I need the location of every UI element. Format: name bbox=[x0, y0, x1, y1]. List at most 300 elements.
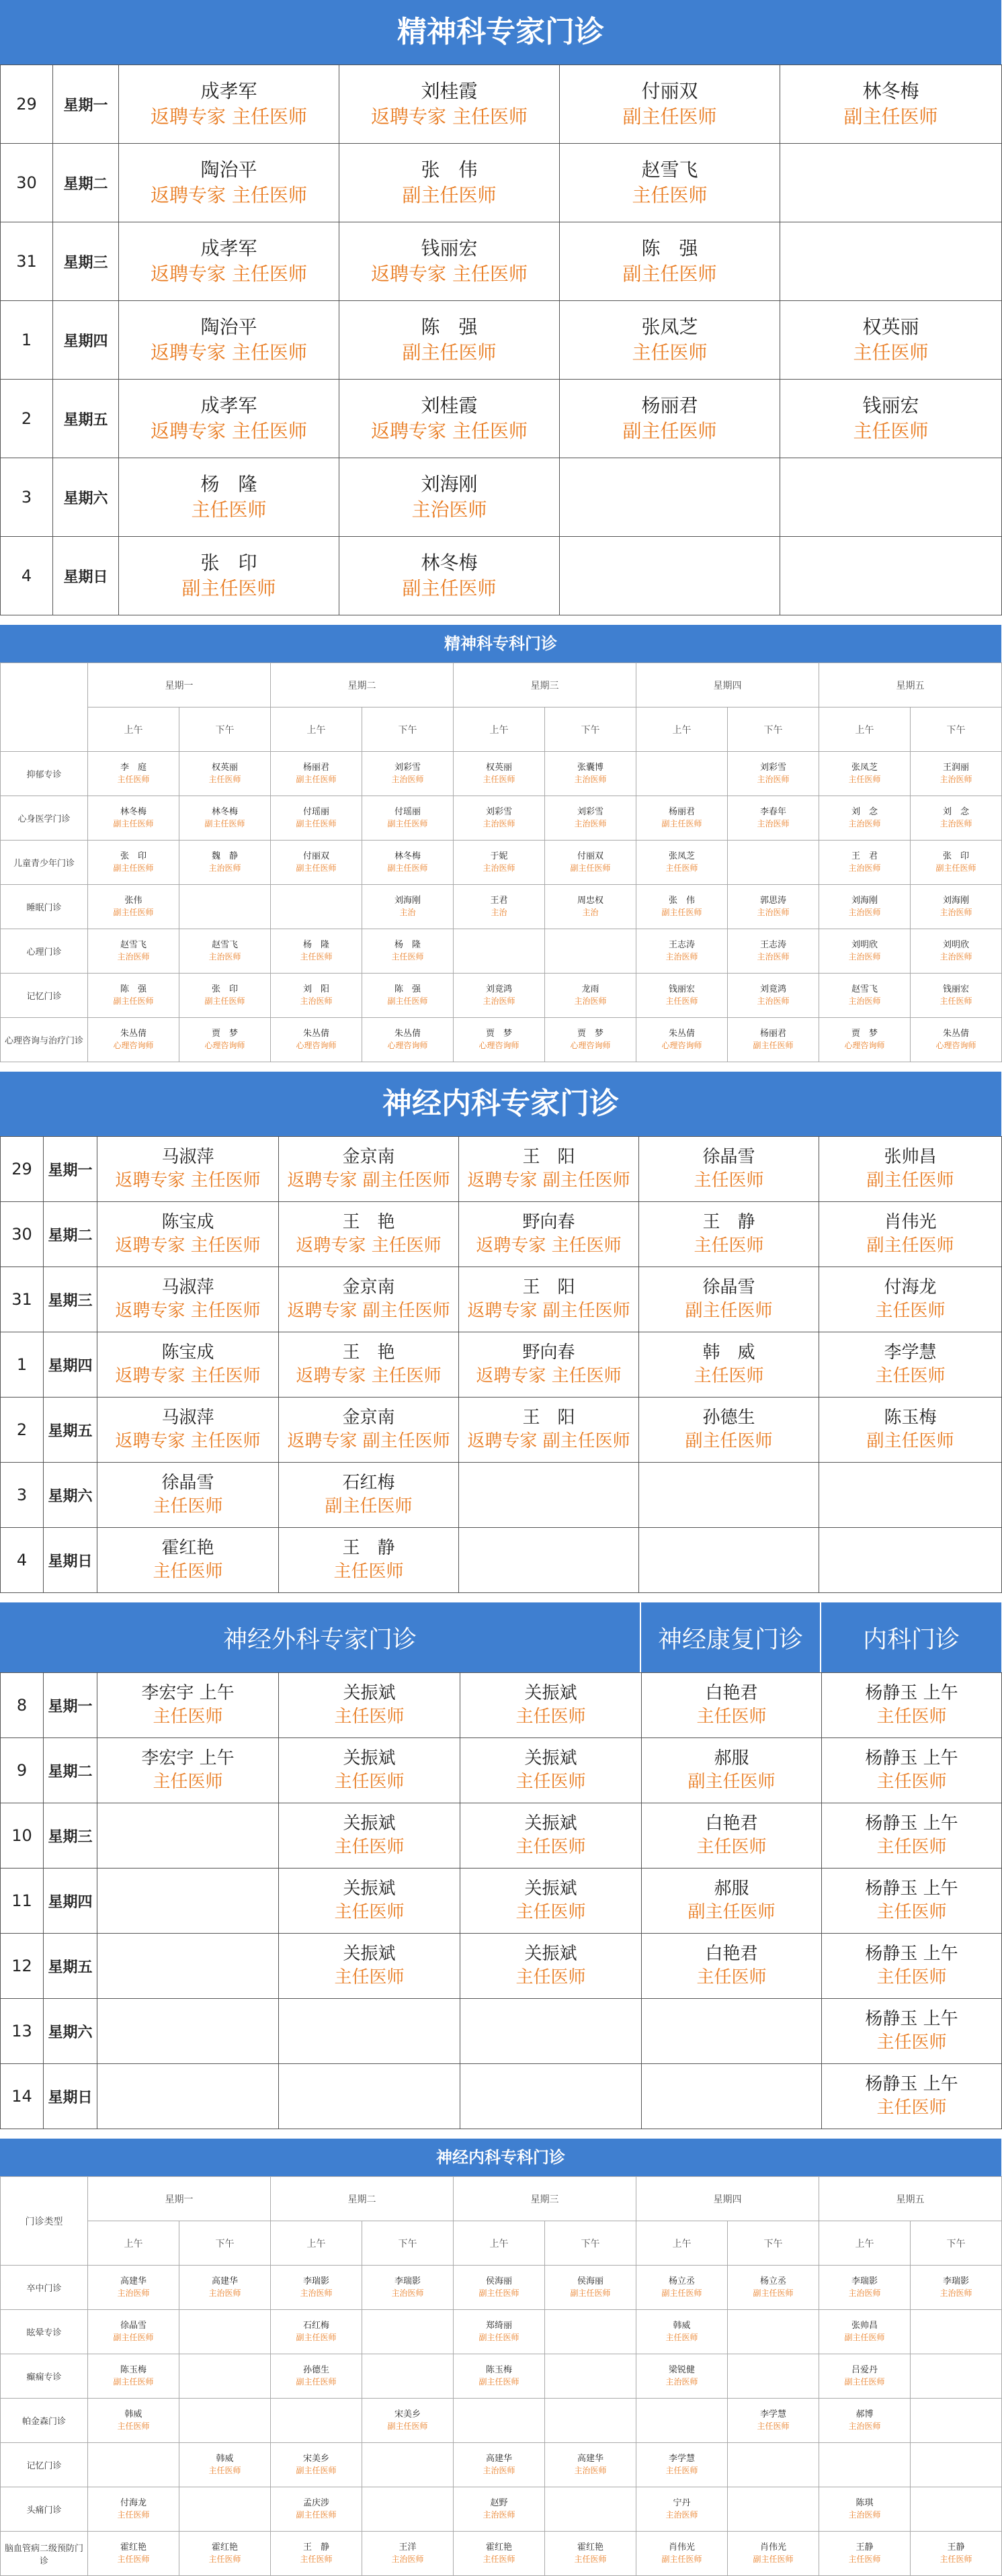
doctor-cell bbox=[362, 2532, 454, 2576]
doctor-cell bbox=[780, 65, 1002, 144]
doctor-cell bbox=[271, 2399, 362, 2443]
doctor-name: 陈琪 bbox=[855, 2498, 874, 2508]
doctor-name: 李瑞影 bbox=[942, 2276, 969, 2286]
doctor-cell bbox=[780, 458, 1002, 537]
doctor-title: 主治医师 bbox=[483, 863, 515, 873]
schedule-row bbox=[1, 1202, 1002, 1267]
clinic-type: 儿童青少年门诊 bbox=[1, 841, 88, 885]
doctor-cell bbox=[271, 2487, 362, 2532]
doctor-cell bbox=[545, 841, 636, 885]
doctor-name: 杨 隆 bbox=[302, 940, 329, 950]
doctor-cell bbox=[97, 1803, 279, 1869]
doctor-name: 关振斌 bbox=[524, 1682, 577, 1703]
doctor-cell bbox=[636, 2487, 728, 2532]
doctor-cell bbox=[636, 2399, 728, 2443]
doctor-title: 主治 bbox=[399, 908, 416, 918]
weekday-cell: 星期一 bbox=[53, 65, 119, 144]
doctor-title: 副主任医师 bbox=[685, 1301, 773, 1321]
doctor-cell bbox=[339, 222, 560, 301]
doctor-title: 主治医师 bbox=[208, 952, 241, 962]
doctor-name: 刘海刚 bbox=[851, 896, 878, 906]
schedule-row bbox=[1, 1999, 1002, 2064]
doctor-title: 主治医师 bbox=[940, 2288, 972, 2299]
doctor-cell bbox=[639, 1463, 819, 1528]
doctor-cell bbox=[545, 2310, 636, 2354]
doctor-title: 副主任医师 bbox=[622, 105, 717, 128]
doctor-cell bbox=[642, 1738, 822, 1803]
doctor-title: 主任医师 bbox=[334, 1772, 405, 1792]
doctor-cell bbox=[636, 2532, 728, 2576]
doctor-cell bbox=[88, 2443, 179, 2487]
schedule-row bbox=[1, 380, 1002, 458]
doctor-name: 肖伟光 bbox=[668, 2542, 695, 2552]
psychiatry-expert-title: 精神科专家门诊 bbox=[0, 0, 1001, 65]
doctor-cell bbox=[819, 1018, 911, 1062]
schedule-row bbox=[1, 2064, 1002, 2129]
doctor-name: 朱丛倩 bbox=[668, 1029, 695, 1039]
doctor-name: 侯海丽 bbox=[577, 2276, 603, 2286]
doctor-title: 副主任医师 bbox=[478, 2377, 519, 2387]
doctor-title: 主任医师 bbox=[334, 1707, 405, 1727]
doctor-cell bbox=[271, 1018, 362, 1062]
doctor-title: 主治医师 bbox=[940, 819, 972, 829]
doctor-cell bbox=[728, 2354, 819, 2399]
doctor-title: 副主任医师 bbox=[113, 908, 154, 918]
doctor-title: 副主任医师 bbox=[387, 863, 428, 873]
doctor-name: 关振斌 bbox=[343, 1682, 396, 1703]
doctor-name: 王志涛 bbox=[759, 940, 786, 950]
doctor-title: 副主任医师 bbox=[296, 819, 337, 829]
doctor-name: 朱丛倩 bbox=[942, 1029, 969, 1039]
doctor-name: 林冬梅 bbox=[862, 80, 919, 103]
date-cell: 10 bbox=[1, 1803, 44, 1869]
doctor-name: 关振斌 bbox=[343, 1813, 396, 1834]
doctor-cell bbox=[97, 1869, 279, 1934]
doctor-title: 主治医师 bbox=[391, 2288, 424, 2299]
clinic-type: 记忆门诊 bbox=[1, 2443, 88, 2487]
doctor-cell bbox=[819, 2399, 911, 2443]
doctor-title: 主治医师 bbox=[848, 2288, 881, 2299]
weekday-header-row bbox=[1, 2177, 1002, 2221]
doctor-title: 返聘专家 主任医师 bbox=[151, 184, 307, 206]
doctor-name: 王 静 bbox=[702, 1211, 755, 1232]
doctor-title: 主任医师 bbox=[515, 1902, 586, 1922]
doctor-name: 徐晶雪 bbox=[161, 1472, 214, 1493]
doctor-cell bbox=[119, 380, 339, 458]
doctor-cell bbox=[454, 841, 545, 885]
doctor-title: 主治医师 bbox=[848, 819, 881, 829]
doctor-cell bbox=[97, 1999, 279, 2064]
weekday-header: 星期一 bbox=[88, 663, 271, 707]
ampm-header-row bbox=[1, 707, 1002, 752]
doctor-title: 主任医师 bbox=[515, 1967, 586, 1987]
weekday-cell: 星期三 bbox=[53, 222, 119, 301]
schedule-row bbox=[1, 1934, 1002, 1999]
doctor-name: 贾 梦 bbox=[211, 1029, 238, 1039]
doctor-cell bbox=[97, 1332, 279, 1398]
doctor-title: 心理咨询师 bbox=[296, 1041, 337, 1051]
doctor-cell bbox=[279, 1869, 460, 1934]
doctor-cell bbox=[179, 2310, 271, 2354]
ampm-header-row bbox=[1, 2221, 1002, 2266]
doctor-name: 马淑萍 bbox=[161, 1146, 214, 1167]
am-header: 上午 bbox=[636, 2221, 728, 2266]
doctor-cell bbox=[454, 885, 545, 929]
doctor-title: 返聘专家 主任医师 bbox=[296, 1236, 442, 1256]
doctor-cell bbox=[819, 752, 911, 796]
doctor-title: 副主任医师 bbox=[113, 2377, 154, 2387]
doctor-title: 主任医师 bbox=[665, 996, 698, 1006]
doctor-name: 王 阳 bbox=[522, 1146, 575, 1167]
doctor-cell bbox=[271, 2532, 362, 2576]
clinic-type: 记忆门诊 bbox=[1, 974, 88, 1018]
doctor-name: 陈 强 bbox=[641, 237, 698, 260]
doctor-cell bbox=[271, 929, 362, 974]
doctor-cell bbox=[459, 1463, 639, 1528]
doctor-name: 马淑萍 bbox=[161, 1277, 214, 1297]
doctor-name: 钱丽宏 bbox=[421, 237, 478, 260]
clinic-row bbox=[1, 2443, 1002, 2487]
doctor-title: 副主任医师 bbox=[296, 2510, 337, 2520]
pm-header: 下午 bbox=[545, 707, 636, 752]
schedule-row bbox=[1, 144, 1002, 222]
doctor-name: 刘海刚 bbox=[394, 896, 421, 906]
doctor-cell bbox=[362, 1018, 454, 1062]
doctor-cell bbox=[642, 1934, 822, 1999]
pm-header: 下午 bbox=[362, 707, 454, 752]
doctor-title: 主任医师 bbox=[875, 1301, 946, 1321]
doctor-title: 主任医师 bbox=[876, 1967, 947, 1987]
doctor-cell bbox=[459, 1332, 639, 1398]
doctor-cell bbox=[636, 2354, 728, 2399]
doctor-cell bbox=[819, 2310, 911, 2354]
doctor-name: 关振斌 bbox=[343, 1748, 396, 1768]
doctor-title: 副主任医师 bbox=[387, 2421, 428, 2432]
date-cell: 3 bbox=[1, 1463, 44, 1528]
doctor-title: 主任医师 bbox=[391, 952, 424, 962]
doctor-title: 主任医师 bbox=[940, 996, 972, 1006]
date-cell: 14 bbox=[1, 2064, 44, 2129]
doctor-cell bbox=[279, 1332, 459, 1398]
doctor-title: 主治医师 bbox=[848, 996, 881, 1006]
doctor-name: 张凤芝 bbox=[641, 316, 698, 339]
doctor-cell bbox=[819, 1267, 1002, 1332]
doctor-title: 主治 bbox=[491, 908, 507, 918]
doctor-name: 高建华 bbox=[211, 2276, 238, 2286]
doctor-cell bbox=[179, 752, 271, 796]
doctor-cell bbox=[819, 885, 911, 929]
doctor-title: 副主任医师 bbox=[753, 1041, 794, 1051]
clinic-row bbox=[1, 1018, 1002, 1062]
doctor-cell bbox=[819, 929, 911, 974]
doctor-name: 杨 隆 bbox=[394, 940, 421, 950]
doctor-name: 杨静玉 上午 bbox=[865, 2008, 958, 2029]
weekday-cell: 星期四 bbox=[44, 1869, 97, 1934]
clinic-row bbox=[1, 2487, 1002, 2532]
doctor-title: 主治医师 bbox=[391, 2554, 424, 2565]
doctor-title: 主治医师 bbox=[848, 863, 881, 873]
doctor-cell bbox=[454, 752, 545, 796]
doctor-title: 主任医师 bbox=[153, 1772, 223, 1792]
doctor-title: 返聘专家 主任医师 bbox=[476, 1366, 622, 1386]
doctor-cell bbox=[279, 1463, 459, 1528]
doctor-name: 关振斌 bbox=[524, 1813, 577, 1834]
doctor-title: 主治医师 bbox=[411, 499, 487, 521]
doctor-title: 主任医师 bbox=[191, 499, 267, 521]
doctor-cell bbox=[97, 1528, 279, 1593]
doctor-title: 主任医师 bbox=[632, 341, 708, 363]
doctor-name: 刘竟鸿 bbox=[485, 984, 512, 994]
doctor-cell bbox=[271, 885, 362, 929]
doctor-name: 赵雪飞 bbox=[851, 984, 878, 994]
doctor-cell bbox=[545, 2266, 636, 2310]
doctor-cell bbox=[780, 380, 1002, 458]
doctor-cell bbox=[279, 1738, 460, 1803]
weekday-cell: 星期三 bbox=[44, 1803, 97, 1869]
doctor-cell bbox=[460, 1738, 642, 1803]
doctor-title: 副主任医师 bbox=[843, 105, 938, 128]
doctor-title: 副主任医师 bbox=[661, 908, 702, 918]
doctor-title: 副主任医师 bbox=[204, 819, 245, 829]
weekday-cell: 星期五 bbox=[44, 1934, 97, 1999]
doctor-title: 返聘专家 主任医师 bbox=[151, 263, 307, 285]
doctor-cell bbox=[454, 2487, 545, 2532]
doctor-cell bbox=[728, 2487, 819, 2532]
doctor-name: 王 艳 bbox=[342, 1211, 395, 1232]
doctor-cell bbox=[362, 974, 454, 1018]
doctor-cell bbox=[639, 1137, 819, 1202]
doctor-cell bbox=[271, 974, 362, 1018]
neurosurgery-header bbox=[0, 1602, 1001, 1672]
weekday-cell: 星期五 bbox=[53, 380, 119, 458]
weekday-cell: 星期三 bbox=[44, 1267, 97, 1332]
doctor-cell bbox=[819, 1332, 1002, 1398]
doctor-title: 主任医师 bbox=[876, 2098, 947, 2118]
doctor-title: 副主任医师 bbox=[325, 1496, 413, 1516]
weekday-cell: 星期五 bbox=[44, 1398, 97, 1463]
doctor-title: 副主任医师 bbox=[622, 420, 717, 442]
doctor-name: 宋美乡 bbox=[302, 2454, 329, 2464]
doctor-title: 副主任医师 bbox=[478, 2333, 519, 2343]
doctor-title: 返聘专家 副主任医师 bbox=[467, 1170, 630, 1191]
doctor-title: 返聘专家 副主任医师 bbox=[287, 1170, 450, 1191]
neuro-rehab-title: 神经康复门诊 bbox=[641, 1602, 821, 1672]
doctor-name: 肖伟光 bbox=[884, 1211, 937, 1232]
doctor-title: 主任医师 bbox=[574, 2554, 607, 2565]
clinic-row bbox=[1, 2354, 1002, 2399]
doctor-title: 副主任医师 bbox=[296, 775, 337, 785]
am-header: 上午 bbox=[454, 707, 545, 752]
doctor-title: 心理咨询师 bbox=[661, 1041, 702, 1051]
clinic-type: 癫痫专诊 bbox=[1, 2354, 88, 2399]
doctor-cell bbox=[642, 1673, 822, 1738]
doctor-name: 郝服 bbox=[714, 1748, 749, 1768]
doctor-name: 韩威 bbox=[216, 2454, 234, 2464]
pm-header: 下午 bbox=[911, 2221, 1002, 2266]
doctor-name: 贾 梦 bbox=[577, 1029, 603, 1039]
doctor-cell bbox=[560, 144, 780, 222]
doctor-name: 付海龙 bbox=[884, 1277, 937, 1297]
schedule-row bbox=[1, 1137, 1002, 1202]
schedule-row bbox=[1, 1673, 1002, 1738]
doctor-cell bbox=[362, 796, 454, 841]
doctor-name: 杨立丞 bbox=[759, 2276, 786, 2286]
doctor-cell bbox=[271, 752, 362, 796]
doctor-title: 主任医师 bbox=[334, 1967, 405, 1987]
weekday-cell: 星期六 bbox=[44, 1999, 97, 2064]
pm-header: 下午 bbox=[911, 707, 1002, 752]
doctor-title: 主治医师 bbox=[848, 952, 881, 962]
doctor-cell bbox=[560, 458, 780, 537]
doctor-title: 主任医师 bbox=[940, 2554, 972, 2565]
pm-header: 下午 bbox=[728, 2221, 819, 2266]
doctor-name: 李学慧 bbox=[759, 2409, 786, 2419]
doctor-cell bbox=[459, 1267, 639, 1332]
weekday-header: 星期一 bbox=[88, 2177, 271, 2221]
doctor-title: 副主任医师 bbox=[866, 1236, 954, 1256]
doctor-name: 付丽双 bbox=[302, 851, 329, 861]
doctor-title: 主任医师 bbox=[853, 341, 929, 363]
doctor-cell bbox=[560, 380, 780, 458]
doctor-name: 杨 隆 bbox=[200, 473, 257, 496]
doctor-cell bbox=[560, 65, 780, 144]
doctor-name: 陈 强 bbox=[394, 984, 421, 994]
doctor-title: 主任医师 bbox=[117, 775, 150, 785]
doctor-name: 陶治平 bbox=[200, 316, 257, 339]
doctor-name: 陈玉梅 bbox=[485, 2365, 512, 2375]
doctor-cell bbox=[179, 796, 271, 841]
doctor-cell bbox=[88, 2354, 179, 2399]
doctor-title: 主任医师 bbox=[333, 1561, 404, 1582]
doctor-title: 心理咨询师 bbox=[204, 1041, 245, 1051]
doctor-cell bbox=[822, 1869, 1002, 1934]
doctor-name: 张伟 bbox=[124, 896, 142, 906]
doctor-cell bbox=[88, 974, 179, 1018]
doctor-cell bbox=[179, 974, 271, 1018]
doctor-name: 成孝军 bbox=[200, 394, 257, 417]
pm-header: 下午 bbox=[545, 2221, 636, 2266]
doctor-cell bbox=[911, 2532, 1002, 2576]
doctor-name: 侯海丽 bbox=[485, 2276, 512, 2286]
doctor-name: 赵雪飞 bbox=[120, 940, 147, 950]
doctor-name: 韩 威 bbox=[702, 1342, 755, 1363]
doctor-title: 返聘专家 主任医师 bbox=[371, 263, 528, 285]
doctor-title: 心理咨询师 bbox=[478, 1041, 519, 1051]
date-cell: 9 bbox=[1, 1738, 44, 1803]
doctor-cell bbox=[454, 2266, 545, 2310]
doctor-cell bbox=[636, 796, 728, 841]
doctor-cell bbox=[97, 1267, 279, 1332]
doctor-name: 张 印 bbox=[120, 851, 147, 861]
date-cell: 2 bbox=[1, 380, 53, 458]
doctor-name: 李瑞影 bbox=[394, 2276, 421, 2286]
doctor-title: 副主任医师 bbox=[402, 341, 497, 363]
doctor-cell bbox=[97, 1463, 279, 1528]
doctor-name: 陈 强 bbox=[421, 316, 478, 339]
doctor-title: 主治医师 bbox=[940, 908, 972, 918]
doctor-title: 主治医师 bbox=[848, 908, 881, 918]
doctor-cell bbox=[780, 144, 1002, 222]
doctor-cell bbox=[822, 1999, 1002, 2064]
doctor-title: 主治医师 bbox=[665, 2510, 698, 2520]
doctor-cell bbox=[728, 885, 819, 929]
doctor-cell bbox=[179, 2443, 271, 2487]
doctor-cell bbox=[454, 1018, 545, 1062]
psychiatry-special-table bbox=[0, 662, 1002, 1062]
date-cell: 4 bbox=[1, 537, 53, 615]
doctor-cell bbox=[728, 2443, 819, 2487]
doctor-cell bbox=[271, 2443, 362, 2487]
doctor-name: 刘明欣 bbox=[942, 940, 969, 950]
date-cell: 4 bbox=[1, 1528, 44, 1593]
doctor-name: 徐晶雪 bbox=[702, 1277, 755, 1297]
doctor-cell bbox=[454, 2399, 545, 2443]
doctor-cell bbox=[97, 1673, 279, 1738]
weekday-header: 星期五 bbox=[819, 2177, 1002, 2221]
doctor-cell bbox=[636, 752, 728, 796]
doctor-name: 杨静玉 上午 bbox=[865, 1943, 958, 1964]
doctor-cell bbox=[639, 1528, 819, 1593]
doctor-cell bbox=[460, 1934, 642, 1999]
doctor-title: 副主任医师 bbox=[570, 2288, 611, 2299]
doctor-name: 钱丽宏 bbox=[942, 984, 969, 994]
doctor-cell bbox=[911, 2354, 1002, 2399]
doctor-cell bbox=[728, 1018, 819, 1062]
doctor-name: 赵野 bbox=[490, 2498, 508, 2508]
doctor-cell bbox=[819, 2487, 911, 2532]
doctor-cell bbox=[545, 1018, 636, 1062]
doctor-cell bbox=[728, 2399, 819, 2443]
doctor-title: 主任医师 bbox=[117, 2421, 150, 2432]
doctor-name: 权英丽 bbox=[485, 763, 512, 773]
doctor-cell bbox=[119, 458, 339, 537]
clinic-type: 眩晕专诊 bbox=[1, 2310, 88, 2354]
doctor-cell bbox=[362, 2354, 454, 2399]
doctor-cell bbox=[459, 1398, 639, 1463]
doctor-cell bbox=[459, 1528, 639, 1593]
doctor-cell bbox=[97, 1398, 279, 1463]
doctor-cell bbox=[819, 841, 911, 885]
schedule-row bbox=[1, 1332, 1002, 1398]
weekday-cell: 星期四 bbox=[44, 1332, 97, 1398]
doctor-title: 主治医师 bbox=[757, 908, 790, 918]
doctor-name: 陶治平 bbox=[200, 159, 257, 181]
doctor-title: 副主任医师 bbox=[687, 1772, 776, 1792]
neurosurgery-table bbox=[0, 1672, 1002, 2129]
am-header: 上午 bbox=[271, 2221, 362, 2266]
doctor-name: 孟庆涉 bbox=[302, 2498, 329, 2508]
doctor-cell bbox=[819, 1137, 1002, 1202]
doctor-cell bbox=[339, 301, 560, 380]
doctor-cell bbox=[88, 796, 179, 841]
doctor-name: 付丽双 bbox=[641, 80, 698, 103]
doctor-name: 钱丽宏 bbox=[668, 984, 695, 994]
neurology-special-title: 神经内科专科门诊 bbox=[0, 2139, 1001, 2176]
date-cell: 3 bbox=[1, 458, 53, 537]
doctor-title: 主治医师 bbox=[391, 775, 424, 785]
doctor-name: 野向春 bbox=[522, 1342, 575, 1363]
doctor-cell bbox=[88, 2532, 179, 2576]
doctor-cell bbox=[119, 537, 339, 615]
clinic-type: 头痛门诊 bbox=[1, 2487, 88, 2532]
doctor-cell bbox=[819, 2532, 911, 2576]
doctor-name: 赵雪飞 bbox=[641, 159, 698, 181]
doctor-cell bbox=[780, 301, 1002, 380]
doctor-name: 金京南 bbox=[342, 1407, 395, 1428]
doctor-cell bbox=[271, 796, 362, 841]
doctor-title: 主治医师 bbox=[757, 819, 790, 829]
doctor-title: 副主任医师 bbox=[113, 819, 154, 829]
